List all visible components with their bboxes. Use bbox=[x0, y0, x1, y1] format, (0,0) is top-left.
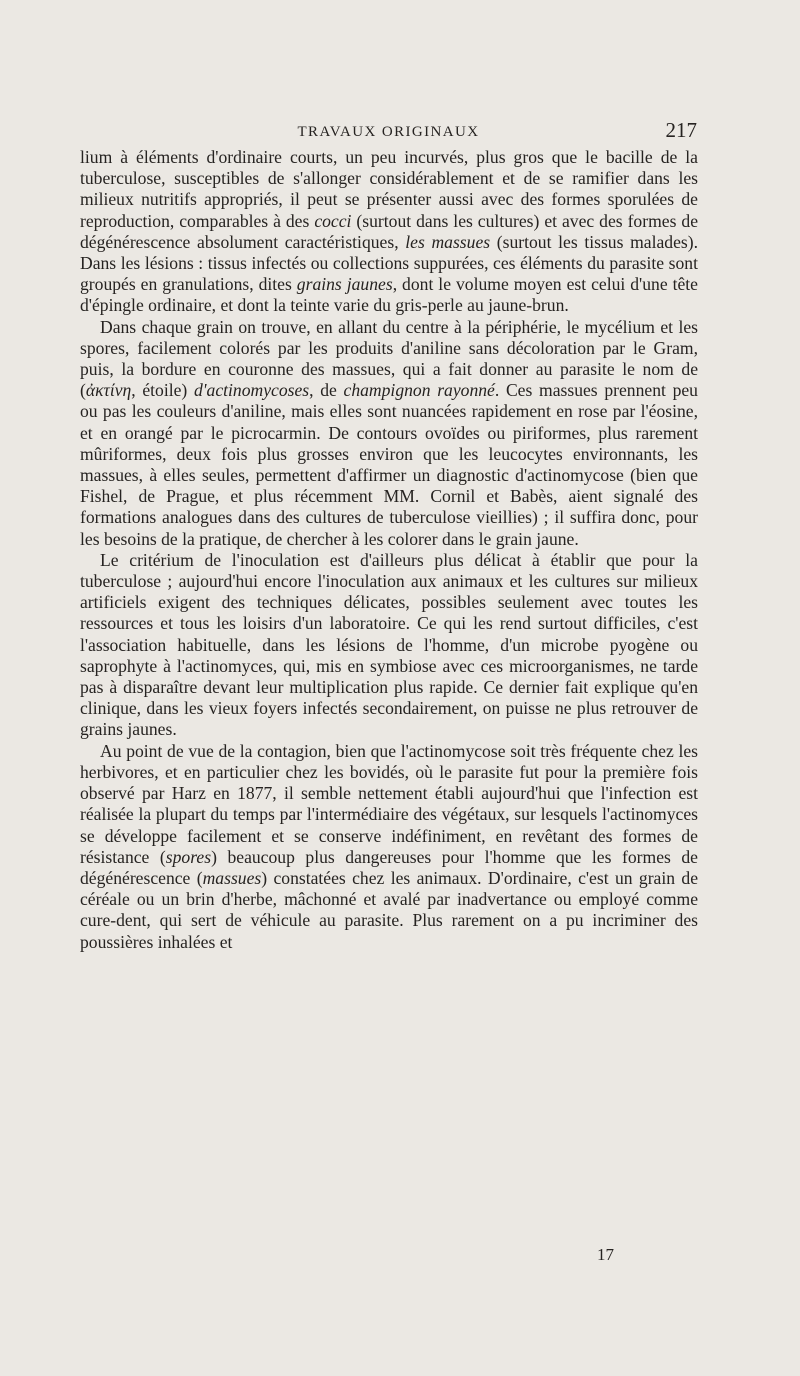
italic-run: champignon rayonné bbox=[343, 380, 495, 401]
text-run: , de bbox=[309, 380, 344, 401]
text-run: , étoile) bbox=[131, 380, 194, 401]
paragraph bbox=[80, 147, 698, 317]
text-run: lium à éléments d'ordinaire courts, un peu incurvés, plus gros que le bacille de la tuberculose, susceptibles de s'allonger considérablement et de se ramifier dans les milieux nutritifs appropriés, il peut se présenter aussi avec des formes sporulées de reproduction, comparables à des bbox=[80, 147, 698, 231]
italic-run: cocci bbox=[314, 210, 352, 231]
text-run: Le critérium de l'inoculation est d'ailleurs plus délicat à établir que pour la tuberculose ; aujourd'hui encore l'inoculation aux animaux et les cultures sur milieux artificiels exigent des techniques délicates, possibles seulement avec toutes les ressources et tous les loisirs d'un laboratoire. Ce qui les rend surtout difficiles, c'est l'association habituelle, dans les lésions de l'homme, d'un microbe pyogène ou saprophyte à l'actinomyces, qui, mis en symbiose avec ces microorganismes, ne tarde pas à disparaître devant leur multiplication plus rapide. Ce dernier fait explique qu'en clinique, dans les vieux foyers infectés secondairement, on puisse ne plus retrouver de grains jaunes. bbox=[80, 549, 698, 740]
italic-run: grains jaunes bbox=[296, 274, 393, 295]
text-run: Au point de vue de la contagion, bien que l'actinomycose soit très fréquente chez les herbivores, et en particulier chez les bovidés, où le parasite fut pour la première fois observé par Harz en 1877, il semble nettement établi aujourd'hui que l'infection est réalisée la plupart du temps par l'intermédiaire des végétaux, sur lesquels l'actinomyces se développe facilement et se conserve indéfiniment, en revêtant des formes de résistance ( bbox=[80, 740, 698, 867]
paragraph bbox=[80, 550, 698, 741]
italic-run: spores bbox=[165, 846, 212, 867]
italic-run: d'actinomycoses bbox=[193, 380, 310, 401]
italic-run: les massues bbox=[405, 231, 491, 252]
italic-run: ἀκτίνη bbox=[85, 380, 132, 401]
page-number: 217 bbox=[665, 118, 697, 142]
body-text bbox=[80, 147, 698, 953]
page-header bbox=[80, 120, 697, 144]
italic-run: massues bbox=[202, 867, 262, 888]
text-run: (surtout dans les cultures) et avec des formes de dégénérescence absolument caractéristiques, bbox=[80, 210, 698, 252]
text-run: ) beaucoup plus dangereuses pour l'homme que les formes de dégénérescence ( bbox=[80, 846, 698, 888]
signature-mark: 17 bbox=[597, 1245, 614, 1264]
text-run: . Ces massues prennent peu ou pas les couleurs d'aniline, mais elles sont nuancées rapidement en rose par l'éosine, et en orangé par le picrocarmin. De contours ovoïdes ou piriformes, plus rarement mûriformes, deux fois plus grosses environ que les leucocytes environnants, les massues, à elles seules, permettent d'affirmer un diagnostic d'actinomycose (bien que Fishel, de Prague, et plus récemment MM. Cornil et Babès, aient signalé des formations analogues dans des cultures de tuberculose vieillies) ; il suffira donc, pour les besoins de la pratique, de chercher à les colorer dans le grain jaune. bbox=[80, 380, 698, 549]
text-run: Dans chaque grain on trouve, en allant du centre à la périphérie, le mycélium et les spores, facilement colorés par les produits d'aniline sans décoloration par le Gram, puis, la bordure en couronne des massues, qui a fait donner au parasite le nom de ( bbox=[80, 316, 698, 401]
paragraph bbox=[80, 741, 698, 953]
text-run: , dont le volume moyen est celui d'une tête d'épingle ordinaire, et dont la teinte varie du gris-perle au jaune-brun. bbox=[80, 274, 698, 316]
text-run: (surtout les tissus malades). Dans les lésions : tissus infectés ou collections suppurées, ces éléments du parasite sont groupés en granulations, dites bbox=[80, 231, 699, 295]
running-head: TRAVAUX ORIGINAUX bbox=[297, 124, 480, 140]
paragraph bbox=[80, 317, 698, 550]
text-run: ) constatées chez les animaux. D'ordinaire, c'est un grain de céréale ou un brin d'herbe, mâchonné et avalé par inadvertance ou employé comme cure-dent, qui sert de véhicule au parasite. Plus rarement on a pu incriminer des poussières inhalées et bbox=[80, 867, 699, 952]
